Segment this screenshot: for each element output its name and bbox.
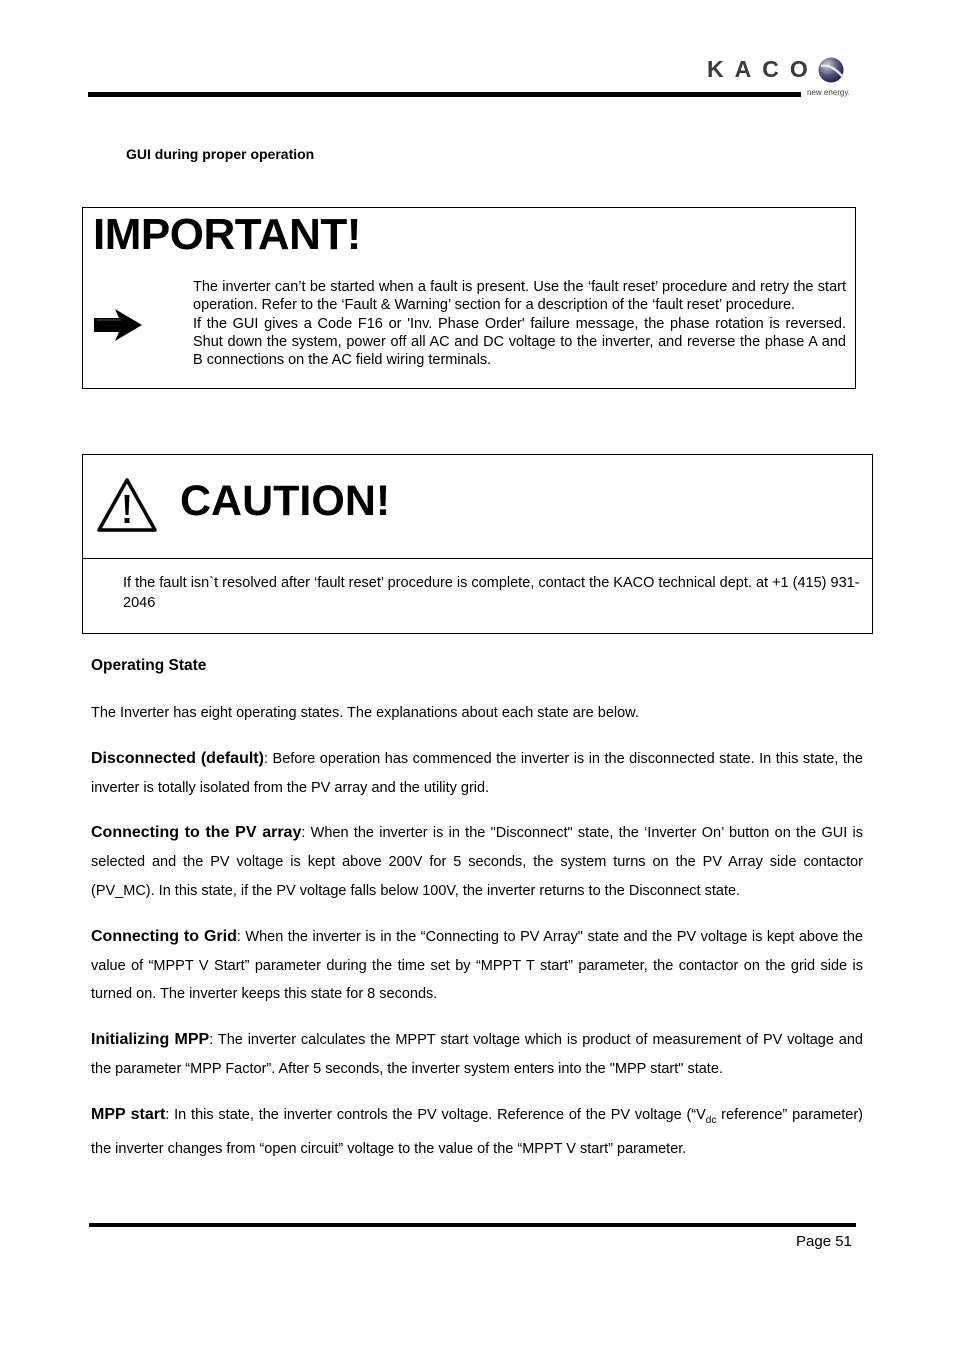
state-label: MPP start (91, 1105, 166, 1123)
section-heading: Operating State (91, 657, 207, 674)
section-caption: GUI during proper operation (126, 146, 315, 162)
state-label: Disconnected (default) (91, 749, 264, 767)
important-text (193, 278, 846, 369)
important-paragraph: The inverter can’t be started when a fault is present. Use the ‘fault reset’ procedure and retry the start operation. Refer to the ‘Fault & Warning’ section for a description of the ‘fault reset’ procedure. (193, 279, 846, 314)
state-label: Connecting to the PV array (91, 824, 302, 842)
caution-header (83, 455, 872, 559)
logo-wordmark: KACO (707, 56, 819, 82)
state-label: Initializing MPP (91, 1031, 210, 1049)
state-description: : The inverter calculates the MPPT start voltage which is product of measurement of PV voltage and the parameter “MPP Factor”. After 5 seconds, the inverter system enters into the "MPP start" state. (91, 1032, 863, 1077)
intro-paragraph: The Inverter has eight operating states. The explanations about each state are below. (91, 705, 639, 721)
state-description: : When the inverter is in the “Connecting to PV Array" state and the PV voltage is kept above the value of “MPPT V Start” parameter during the time set by “MPPT T start” parameter, the contactor on the grid side is turned on. The inverter keeps this state for 8 seconds. (91, 928, 863, 1003)
state-paragraph (91, 1026, 863, 1084)
caution-title: CAUTION! (180, 477, 391, 525)
state-label: Connecting to Grid (91, 927, 237, 945)
caution-text: If the fault isn`t resolved after ‘fault reset’ procedure is complete, contact the KACO technical dept. at +1 (415) 931-2046 (123, 575, 860, 611)
subscript: dc (705, 1114, 717, 1126)
page-number: Page 51 (796, 1233, 852, 1250)
globe-logo-icon (818, 57, 844, 83)
footer-rule (89, 1223, 856, 1227)
operating-state-section (91, 655, 863, 1181)
right-arrow-icon (93, 308, 143, 342)
warning-triangle-icon (96, 477, 158, 533)
state-paragraph (91, 745, 863, 803)
important-notice (82, 207, 856, 389)
caution-notice (82, 454, 873, 634)
state-description: reference” parameter) the inverter changes from “open circuit” voltage to the value of the “MPPT V start” parameter. (91, 1106, 863, 1158)
state-paragraph (91, 1101, 863, 1164)
state-paragraph (91, 923, 863, 1009)
state-description: : In this state, the inverter controls the PV voltage. Reference of the PV voltage (“V (165, 1106, 706, 1123)
state-description: : Before operation has commenced the inverter is in the disconnected state. In this state, the inverter is totally isolated from the PV array and the utility grid. (91, 750, 863, 796)
header-rule (88, 92, 801, 97)
state-paragraph (91, 819, 863, 905)
important-title: IMPORTANT! (93, 210, 361, 259)
logo-tagline: new energy. (807, 88, 850, 97)
important-paragraph: If the GUI gives a Code F16 or 'Inv. Phase Order' failure message, the phase rotation is reversed. Shut down the system, power off all AC and DC voltage to the inverter, and reverse the phase A and B connections on the AC field wiring terminals. (193, 315, 846, 369)
state-description: : When the inverter is in the "Disconnect" state, the ‘Inverter On’ button on the GUI is selected and the PV voltage is kept above 200V for 5 seconds, the system turns on the PV Array side contactor (PV_MC). In this state, if the PV voltage falls below 100V, the inverter returns to the Disconnect state. (91, 825, 863, 899)
